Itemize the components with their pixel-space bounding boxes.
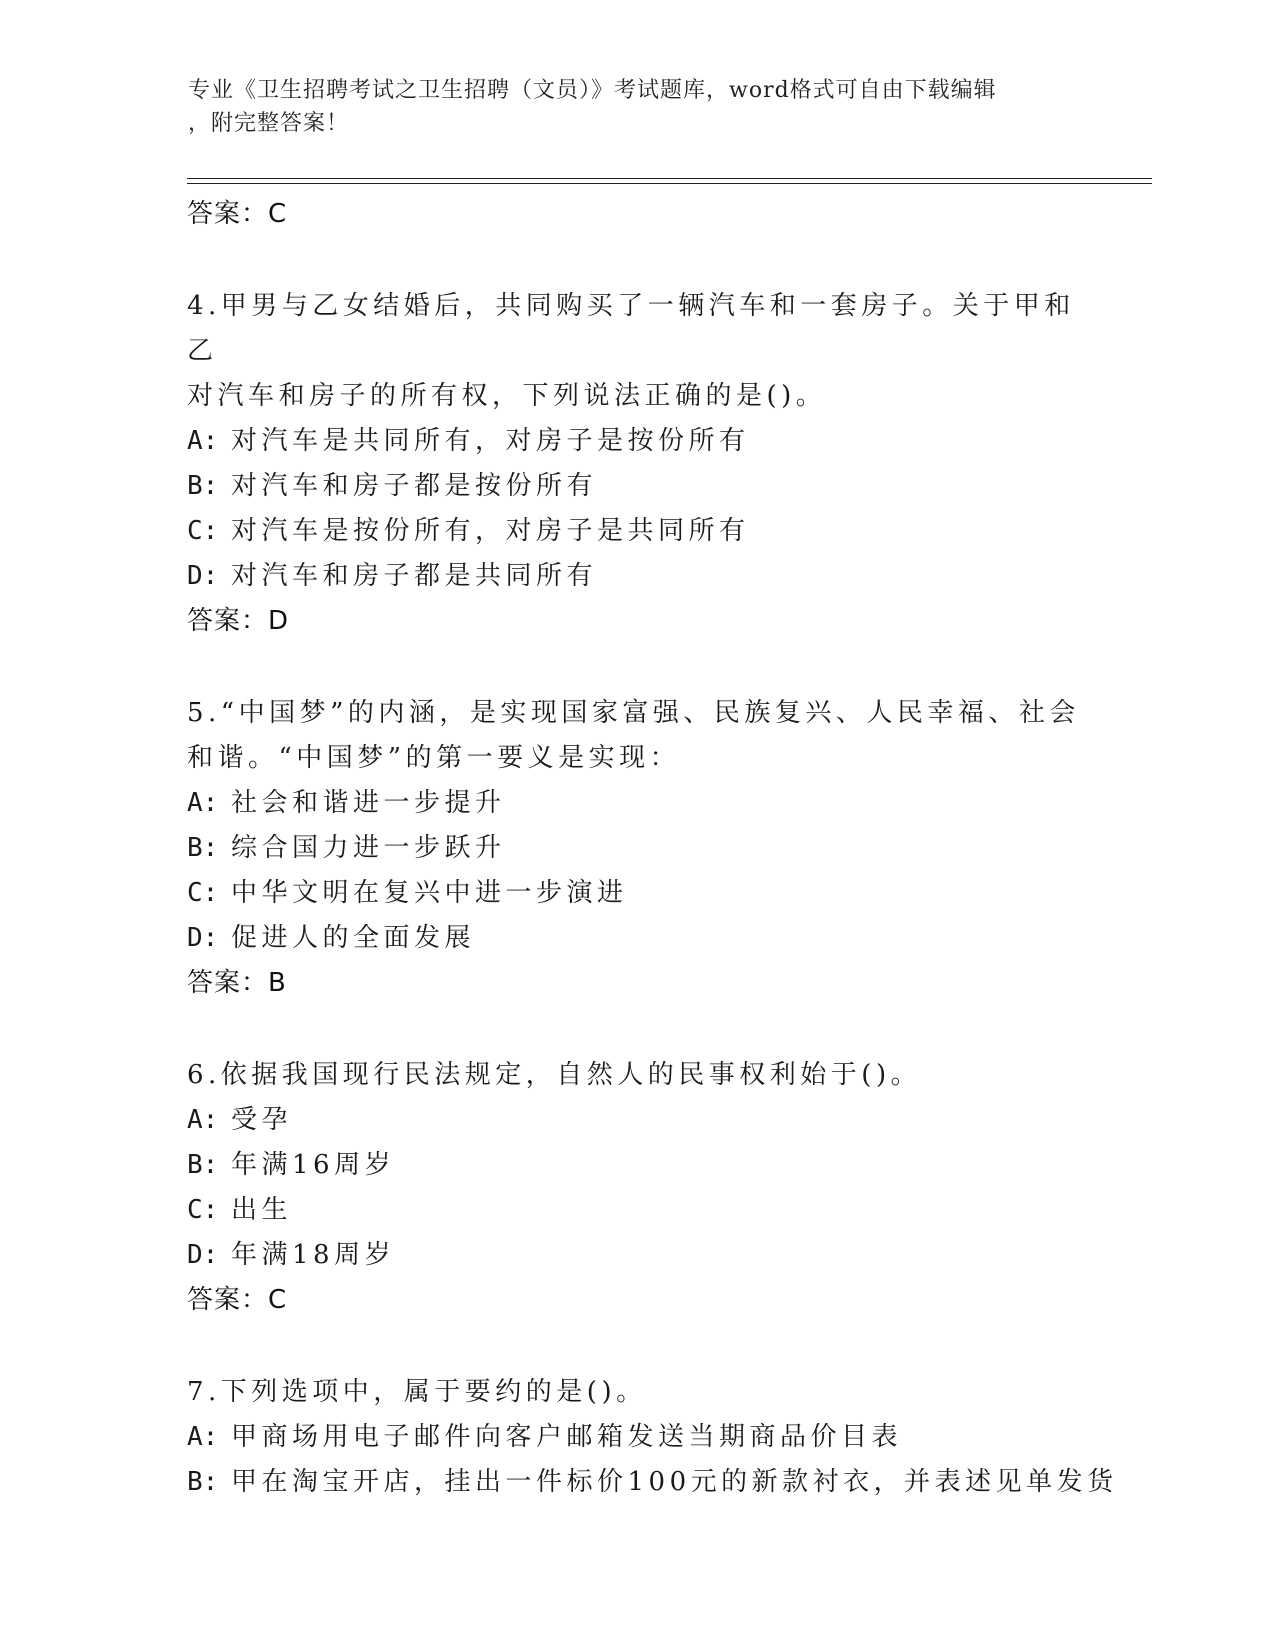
option-a: A: 受孕	[187, 1105, 293, 1135]
question-text: 4.甲男与乙女结婚后，共同购买了一辆汽车和一套房子。关于甲和乙 对汽车和房子的所有权，下列说法正确的是()。	[187, 291, 1075, 411]
question-text: 5.“中国梦”的内涵，是实现国家富强、民族复兴、人民幸福、社会 和谐。“中国梦”的第一要义是实现：	[187, 698, 1080, 773]
answer: 答案：C	[187, 1285, 288, 1315]
option-d: D: 对汽车和房子都是共同所有	[187, 561, 598, 591]
header-line-1: 专业《卫生招聘考试之卫生招聘（文员）》考试题库，word格式可自由下载编辑	[188, 78, 997, 103]
header-divider-bottom	[187, 183, 1152, 184]
question-text: 6.依据我国现行民法规定，自然人的民事权利始于()。	[187, 1060, 922, 1090]
option-a: A: 对汽车是共同所有，对房子是按份所有	[187, 426, 750, 456]
option-b: B: 年满16周岁	[187, 1150, 396, 1180]
question-4	[187, 284, 1087, 643]
option-b: B: 综合国力进一步跃升	[187, 833, 506, 863]
document-header	[188, 74, 1068, 140]
answer: 答案：B	[187, 968, 287, 998]
question-6	[187, 1053, 1087, 1322]
option-a: A: 甲商场用电子邮件向客户邮箱发送当期商品价目表	[187, 1422, 903, 1452]
option-b: B: 对汽车和房子都是按份所有	[187, 471, 598, 501]
option-d: D: 年满18周岁	[187, 1240, 396, 1270]
header-divider-top	[187, 178, 1152, 179]
answer-previous-question: 答案：C	[187, 199, 288, 229]
question-list	[187, 192, 1118, 1505]
question-7	[187, 1370, 1118, 1505]
question-text: 7.下列选项中，属于要约的是()。	[187, 1377, 647, 1407]
option-c: C: 中华文明在复兴中进一步演进	[187, 878, 628, 908]
answer: 答案：D	[187, 606, 290, 636]
question-5	[187, 691, 1087, 1005]
option-d: D: 促进人的全面发展	[187, 923, 476, 953]
option-c: C: 出生	[187, 1195, 293, 1225]
option-c: C: 对汽车是按份所有，对房子是共同所有	[187, 516, 750, 546]
option-b: B: 甲在淘宝开店，挂出一件标价100元的新款衬衣，并表述见单发货	[187, 1467, 1118, 1497]
option-a: A: 社会和谐进一步提升	[187, 788, 506, 818]
header-line-2: ，附完整答案！	[188, 111, 350, 136]
